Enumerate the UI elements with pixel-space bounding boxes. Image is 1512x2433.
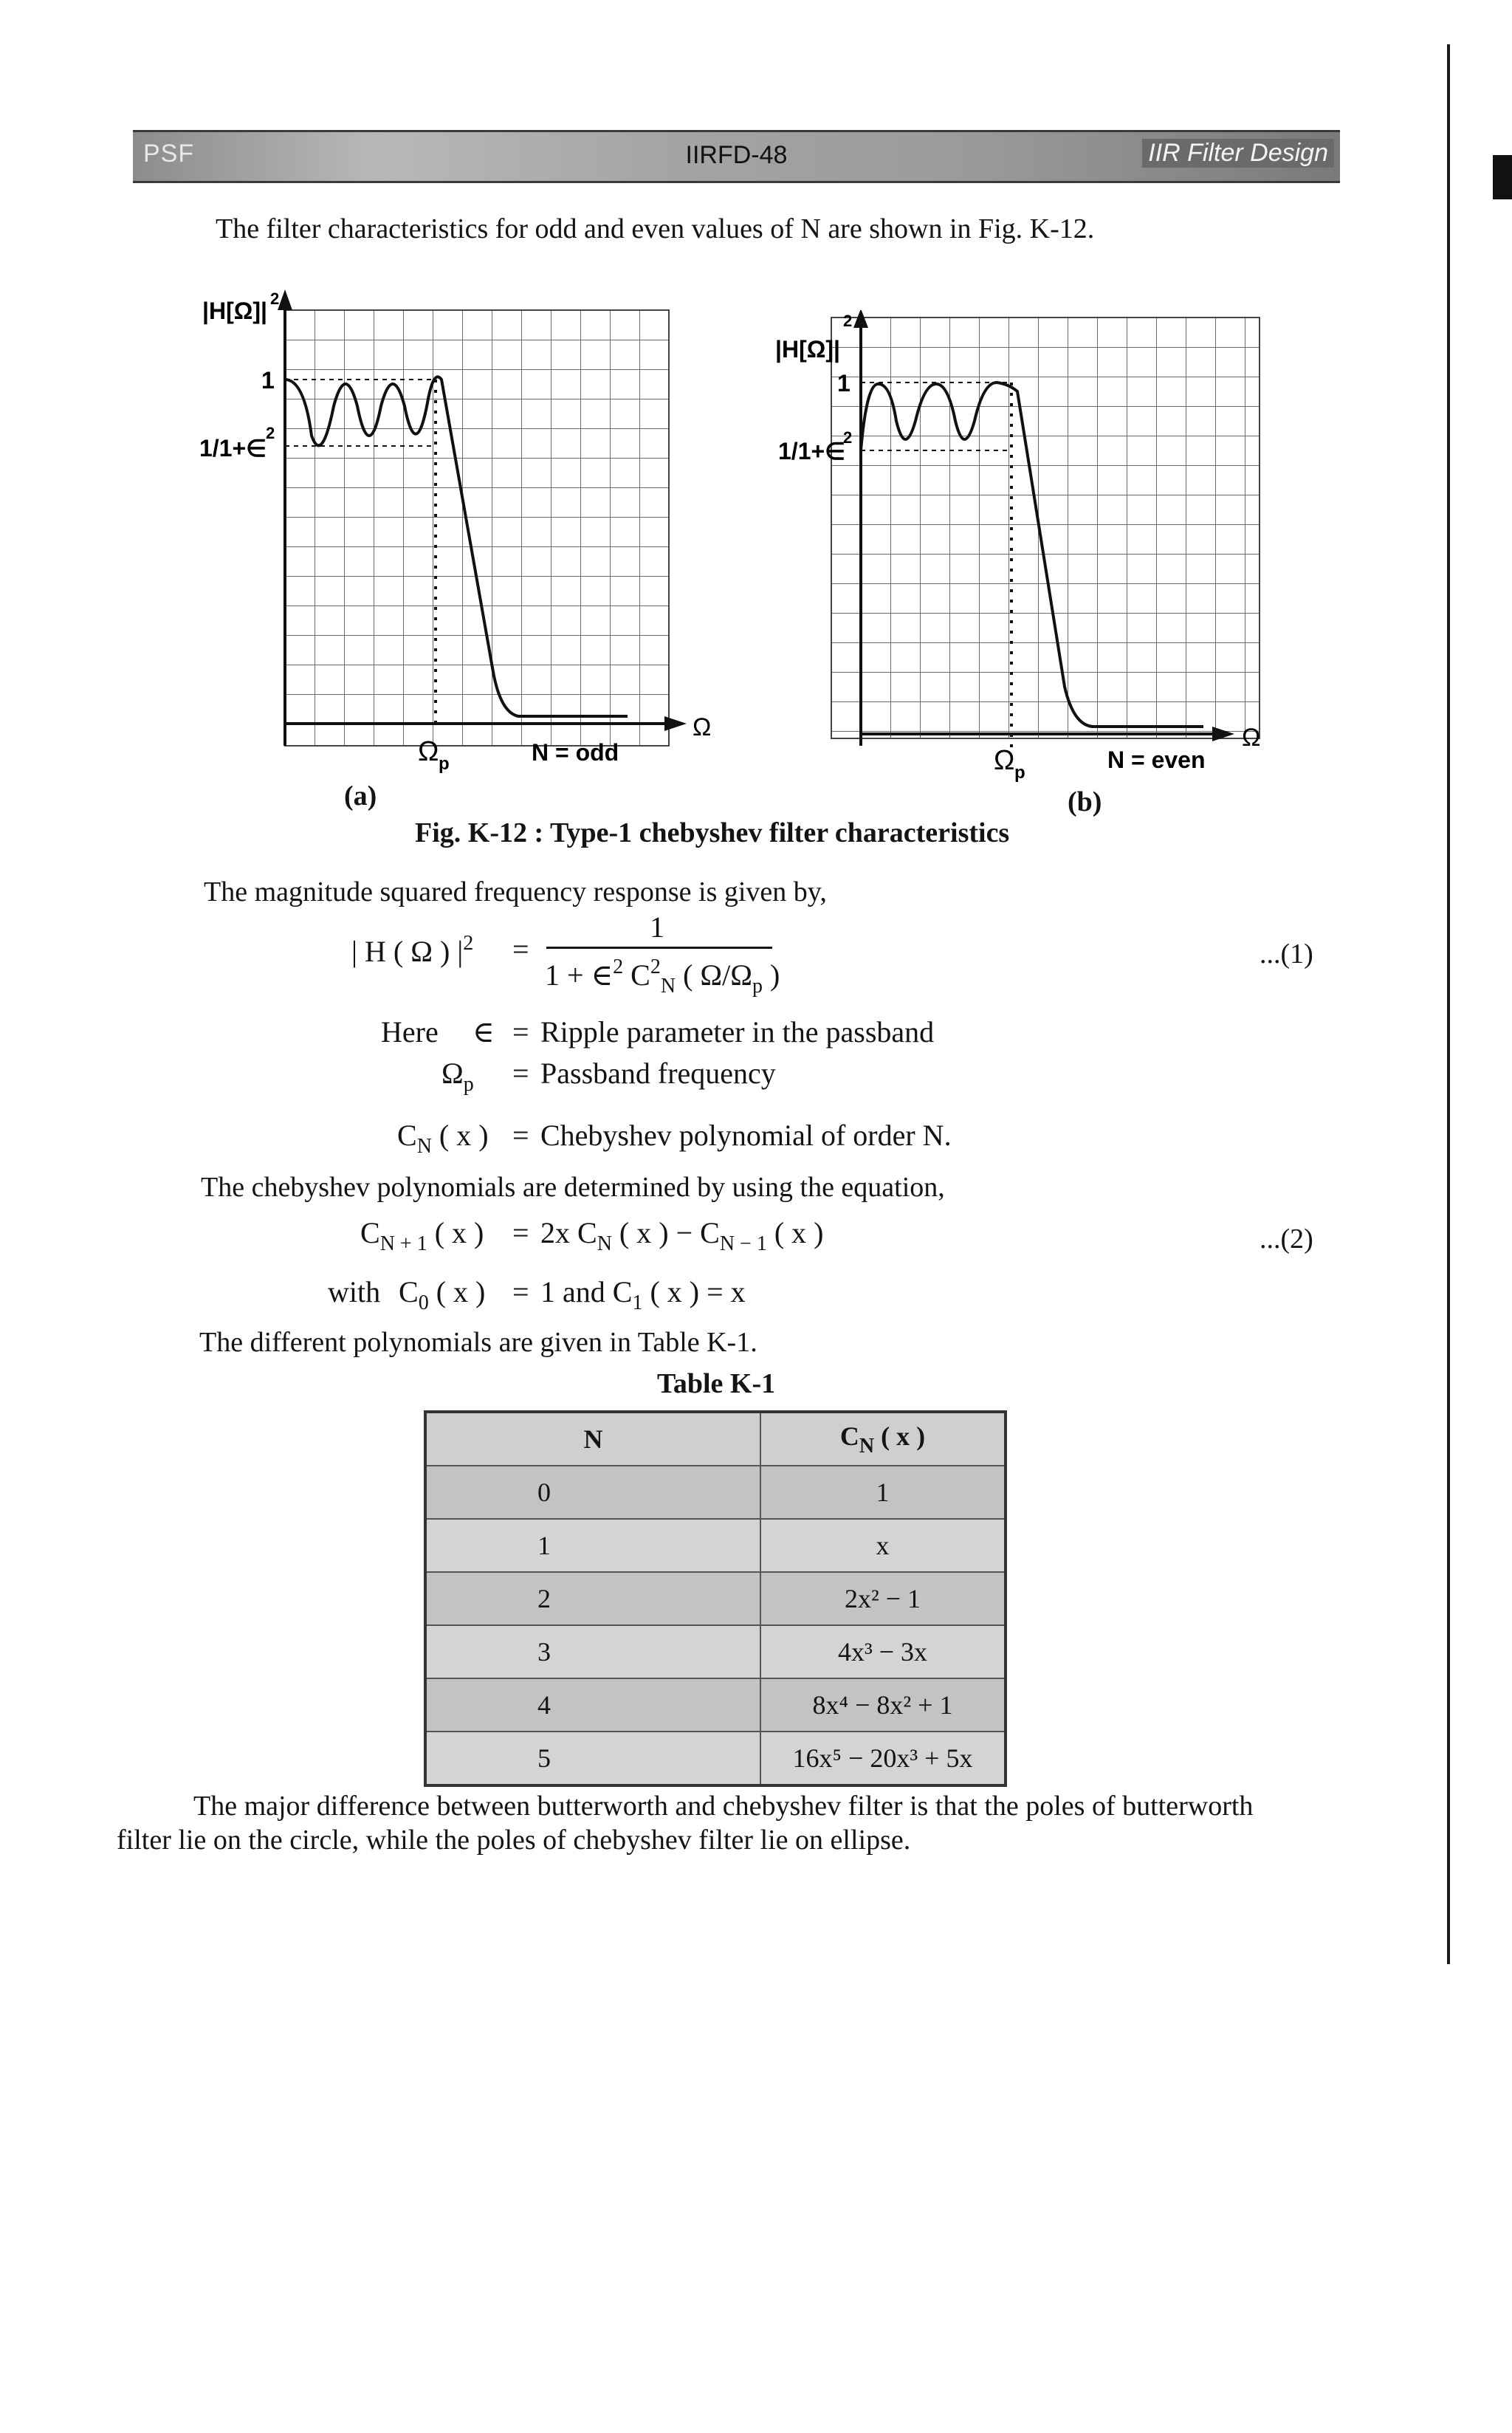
closing-line-1: The major difference between butterworth and chebyshev filter is that the poles of butterworth	[193, 1791, 1254, 1822]
plot-panel-a	[185, 288, 746, 790]
def-omega-sub: p	[463, 1073, 474, 1096]
def-here-label: Here	[381, 1015, 439, 1049]
eq3-c0	[399, 1274, 485, 1315]
table-row	[425, 1466, 1006, 1519]
def-omega-desc: Passband frequency	[540, 1057, 776, 1090]
eq1-den-a: 1 + ∈	[545, 958, 614, 992]
table-cell-n: 3	[425, 1625, 760, 1678]
plot-a-y-tick-1: 1	[261, 367, 275, 394]
eq2-rhs-a: 2x C	[540, 1216, 597, 1249]
eq1-denominator	[545, 955, 780, 998]
def-omega-p	[441, 1056, 474, 1097]
plot-a-y-arrow	[278, 289, 292, 310]
table-header-row	[425, 1412, 1006, 1466]
eq1-lhs-sup: 2	[463, 932, 474, 955]
table-cell-cn: 4x³ − 3x	[760, 1625, 1006, 1678]
plot-panel-b	[760, 310, 1292, 783]
eq2-lhs	[360, 1215, 484, 1256]
plot-b-omega-p-sub: p	[1014, 763, 1025, 783]
plot-a-y-tick-ripple-sup: 2	[266, 424, 275, 442]
poly-intro: The chebyshev polynomials are determined by using the equation,	[201, 1172, 945, 1203]
table-cell-cn: 16x⁵ − 20x³ + 5x	[760, 1732, 1006, 1785]
def-cn-equals: =	[512, 1119, 529, 1152]
plot-b-x-label: Ω	[1242, 724, 1261, 752]
eq3-rest-b: ( x ) = x	[642, 1275, 746, 1308]
magnitude-intro: The magnitude squared frequency response is given by,	[204, 876, 827, 907]
def-cn	[397, 1118, 489, 1159]
plot-a-y-tick-ripple: 1/1+∈	[199, 435, 267, 461]
eq2-lhs-sub: N + 1	[379, 1232, 427, 1255]
eq1-den-sub: N	[660, 975, 676, 998]
eq3-c0-sub: 0	[418, 1291, 429, 1314]
eq1-numerator: 1	[650, 910, 664, 944]
table-intro: The different polynomials are given in Table K-1.	[199, 1327, 757, 1358]
table-cell-n: 1	[425, 1519, 760, 1572]
eq2-equals: =	[512, 1216, 529, 1249]
table-title: Table K-1	[657, 1368, 776, 1399]
eq3-c1-sub: 1	[632, 1291, 643, 1314]
plot-a-x-label: Ω	[693, 713, 712, 741]
eq1-den-c: C	[630, 958, 650, 992]
eq3-rest	[540, 1274, 746, 1315]
eq2-rhs	[540, 1215, 823, 1256]
figure-caption: Fig. K-12 : Type-1 chebyshev filter characteristics	[415, 817, 1010, 848]
eq2-lhs-c: C	[360, 1216, 380, 1249]
table-header-n: N	[425, 1412, 760, 1466]
table-cell-n: 5	[425, 1732, 760, 1785]
table-row	[425, 1732, 1006, 1785]
eq3-c0-arg: ( x )	[428, 1275, 486, 1308]
def-omega-equals: =	[512, 1057, 529, 1090]
table-cell-cn: x	[760, 1519, 1006, 1572]
plot-b-grid	[831, 318, 1260, 738]
header-chapter-title: IIR Filter Design	[1142, 139, 1334, 168]
page-edge-mark	[1493, 155, 1512, 199]
plot-b-omega-p: Ω	[994, 745, 1015, 776]
plot-a-case-label: N = odd	[532, 739, 619, 766]
plot-b-case-label: N = even	[1107, 747, 1206, 773]
eq3-equals: =	[512, 1275, 529, 1308]
eq2-number: ...(2)	[1260, 1224, 1313, 1255]
def-cn-suffix: ( x )	[431, 1119, 489, 1152]
plot-b-y-label-sup: 2	[843, 312, 853, 330]
def-epsilon-desc: Ripple parameter in the passband	[540, 1015, 935, 1049]
plot-b-y-tick-ripple: 1/1+∈	[778, 438, 846, 464]
table-cell-cn: 1	[760, 1466, 1006, 1519]
eq3-rest-a: 1 and C	[540, 1275, 633, 1308]
eq2-rhs-b: ( x ) − C	[611, 1216, 720, 1249]
page-header-bar	[133, 130, 1340, 183]
def-omega-symbol: Ω	[441, 1057, 464, 1090]
header-left-text: PSF	[143, 140, 195, 168]
header-page-number: IIRFD-48	[685, 141, 788, 169]
eq3-with: with	[328, 1275, 381, 1308]
table-header-cn	[760, 1412, 1006, 1466]
def-cn-desc: Chebyshev polynomial of order N.	[540, 1119, 952, 1152]
def-cn-symbol: C	[397, 1119, 417, 1152]
panel-a-tag: (a)	[344, 780, 377, 811]
table-cell-n: 4	[425, 1678, 760, 1732]
table-cell-cn: 8x⁴ − 8x² + 1	[760, 1678, 1006, 1732]
plot-a-grid	[285, 310, 669, 746]
panel-b-tag: (b)	[1068, 786, 1102, 817]
table-header-cn-suffix: ( x )	[874, 1421, 926, 1451]
eq1-fraction-bar	[546, 947, 772, 949]
table-header-cn-sub: N	[859, 1434, 875, 1458]
plot-a-y-label: |H[Ω]|	[202, 298, 267, 324]
eq1-den-arg-sub: p	[752, 975, 763, 998]
table-row	[425, 1519, 1006, 1572]
eq1-lhs	[351, 932, 473, 969]
eq1-den-arg: ( Ω/Ω	[683, 958, 752, 992]
eq1-den-sup1: 2	[613, 955, 624, 978]
def-cn-sub: N	[416, 1135, 432, 1158]
eq1-number: ...(1)	[1260, 938, 1313, 970]
plot-b-y-tick-1: 1	[837, 370, 850, 397]
intro-text: The filter characteristics for odd and even values of N are shown in Fig. K-12.	[216, 213, 1095, 244]
chebyshev-polynomial-table	[424, 1410, 1007, 1787]
table-row	[425, 1625, 1006, 1678]
table-row	[425, 1678, 1006, 1732]
eq1-lhs-text: | H ( Ω ) |	[351, 935, 464, 968]
table-cell-n: 2	[425, 1572, 760, 1625]
plot-a-x-arrow	[664, 716, 687, 731]
def-epsilon-symbol: ∈	[472, 1015, 495, 1049]
eq1-den-close: )	[769, 958, 780, 992]
table-row	[425, 1572, 1006, 1625]
eq1-equals: =	[512, 933, 529, 966]
eq2-lhs-arg: ( x )	[427, 1216, 484, 1249]
table-header-cn-c: C	[839, 1421, 859, 1451]
def-epsilon-equals: =	[512, 1015, 529, 1049]
plot-a-omega-p: Ω	[418, 736, 439, 767]
table-cell-cn: 2x² − 1	[760, 1572, 1006, 1625]
eq3-c0-c: C	[399, 1275, 419, 1308]
plot-a-y-label-sup: 2	[270, 289, 280, 308]
eq2-rhs-sub1: N	[597, 1232, 612, 1255]
table-cell-n: 0	[425, 1466, 760, 1519]
eq2-rhs-sub2: N − 1	[719, 1232, 767, 1255]
page-edge-rule	[1447, 44, 1463, 1964]
eq1-den-sup2: 2	[650, 955, 661, 978]
plot-b-y-tick-ripple-sup: 2	[843, 428, 853, 447]
plot-a-omega-p-sub: p	[439, 754, 450, 774]
plot-b-y-label: |H[Ω]|	[775, 336, 840, 363]
eq2-rhs-c: ( x )	[766, 1216, 824, 1249]
closing-line-2: filter lie on the circle, while the poles of chebyshev filter lie on ellipse.	[117, 1825, 911, 1856]
